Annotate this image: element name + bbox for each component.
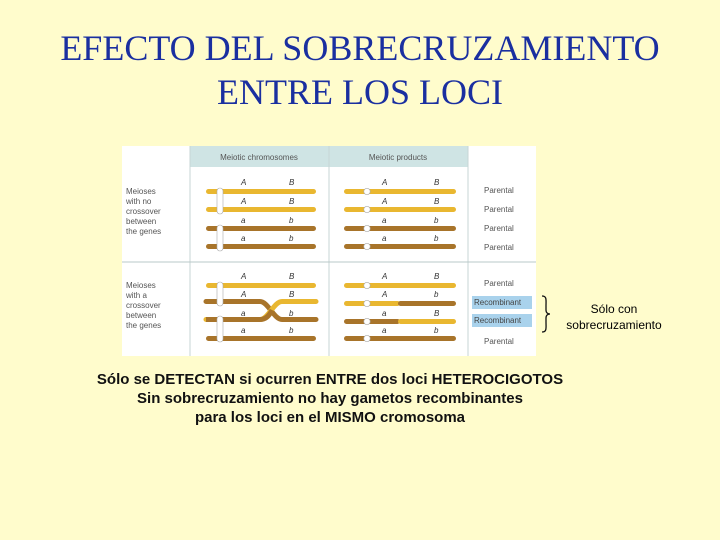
product-type: Parental (484, 205, 514, 214)
product-recombinant-part (398, 301, 456, 306)
row2-label: Meioses with a crossover between the genes (126, 281, 162, 330)
allele-label: a (382, 216, 387, 225)
allele-label: A (241, 290, 247, 299)
centromere (364, 282, 370, 288)
crossover-chromatid (206, 310, 272, 320)
allele-label: b (434, 326, 439, 335)
product-paternal (344, 226, 456, 231)
row2-chromosomes (206, 272, 316, 342)
allele-label: a (382, 326, 387, 335)
centromere (217, 316, 223, 342)
meiosis-figure (122, 146, 536, 356)
product-type: Parental (484, 243, 514, 252)
centromere (364, 243, 370, 249)
allele-label: b (289, 309, 294, 318)
allele-label: B (289, 290, 295, 299)
product-type-recombinant: Recombinant (474, 298, 522, 307)
centromere (217, 188, 223, 214)
centromere (217, 282, 223, 306)
product-recombinant-part (344, 319, 400, 324)
allele-label: A (382, 197, 388, 206)
allele-label: a (241, 326, 246, 335)
allele-label: b (289, 326, 294, 335)
caption-line-1: Sólo se DETECTAN si ocurren ENTRE dos loci HETEROCIGOTOS (96, 371, 564, 388)
centromere (364, 300, 370, 306)
product-paternal (344, 244, 456, 249)
crossover-note: Sólo con sobrecruzamiento (566, 302, 662, 332)
row1-products (344, 178, 456, 250)
centromere (364, 206, 370, 212)
header-chromosomes: Meiotic chromosomes (220, 153, 298, 162)
centromere (364, 225, 370, 231)
allele-label: b (434, 290, 439, 299)
caption-line-3: para los loci en el MISMO cromosoma (194, 409, 466, 426)
product-parental (344, 283, 456, 288)
allele-label: A (382, 290, 388, 299)
allele-label: b (289, 216, 294, 225)
allele-label: a (241, 234, 246, 243)
allele-label: a (382, 309, 387, 318)
row2-products (344, 272, 456, 342)
allele-label: B (434, 309, 440, 318)
caption (30, 370, 630, 427)
allele-label: a (241, 216, 246, 225)
centromere (364, 188, 370, 194)
allele-label: a (382, 234, 387, 243)
slide-title-line-1: EFECTO DEL SOBRECRUZAMIENTO (60, 28, 660, 68)
product-type: Parental (484, 337, 514, 346)
centromere (217, 225, 223, 251)
product-maternal (344, 207, 456, 212)
header-products: Meiotic products (368, 153, 428, 162)
product-parental (344, 336, 456, 341)
allele-label: A (382, 272, 388, 281)
allele-label: b (434, 234, 439, 243)
meiosis-diagram (122, 146, 536, 356)
allele-label: A (241, 272, 247, 281)
row1-chromosomes (206, 178, 316, 251)
centromere (364, 318, 370, 324)
product-type: Parental (484, 186, 514, 195)
allele-label: B (434, 197, 440, 206)
allele-label: A (241, 178, 247, 187)
allele-label: b (289, 234, 294, 243)
allele-label: B (289, 272, 295, 281)
allele-label: B (289, 197, 295, 206)
product-recombinant-part (344, 301, 400, 306)
row1-label: Meioses with no crossover between the genes (126, 187, 162, 236)
caption-line-2: Sin sobrecruzamiento no hay gametos recombinantes (137, 390, 523, 407)
product-type-recombinant: Recombinant (474, 316, 522, 325)
centromere (364, 335, 370, 341)
product-maternal (344, 189, 456, 194)
product-recombinant-part (398, 319, 456, 324)
allele-label: A (382, 178, 388, 187)
product-type: Parental (484, 279, 514, 288)
allele-label: B (434, 178, 440, 187)
product-type: Parental (484, 224, 514, 233)
slide-title (0, 26, 720, 114)
allele-label: A (241, 197, 247, 206)
allele-label: B (434, 272, 440, 281)
right-brace-icon (540, 294, 552, 339)
allele-label: B (289, 178, 295, 187)
allele-label: a (241, 309, 246, 318)
allele-label: b (434, 216, 439, 225)
slide-title-line-2: ENTRE LOS LOCI (217, 72, 503, 112)
